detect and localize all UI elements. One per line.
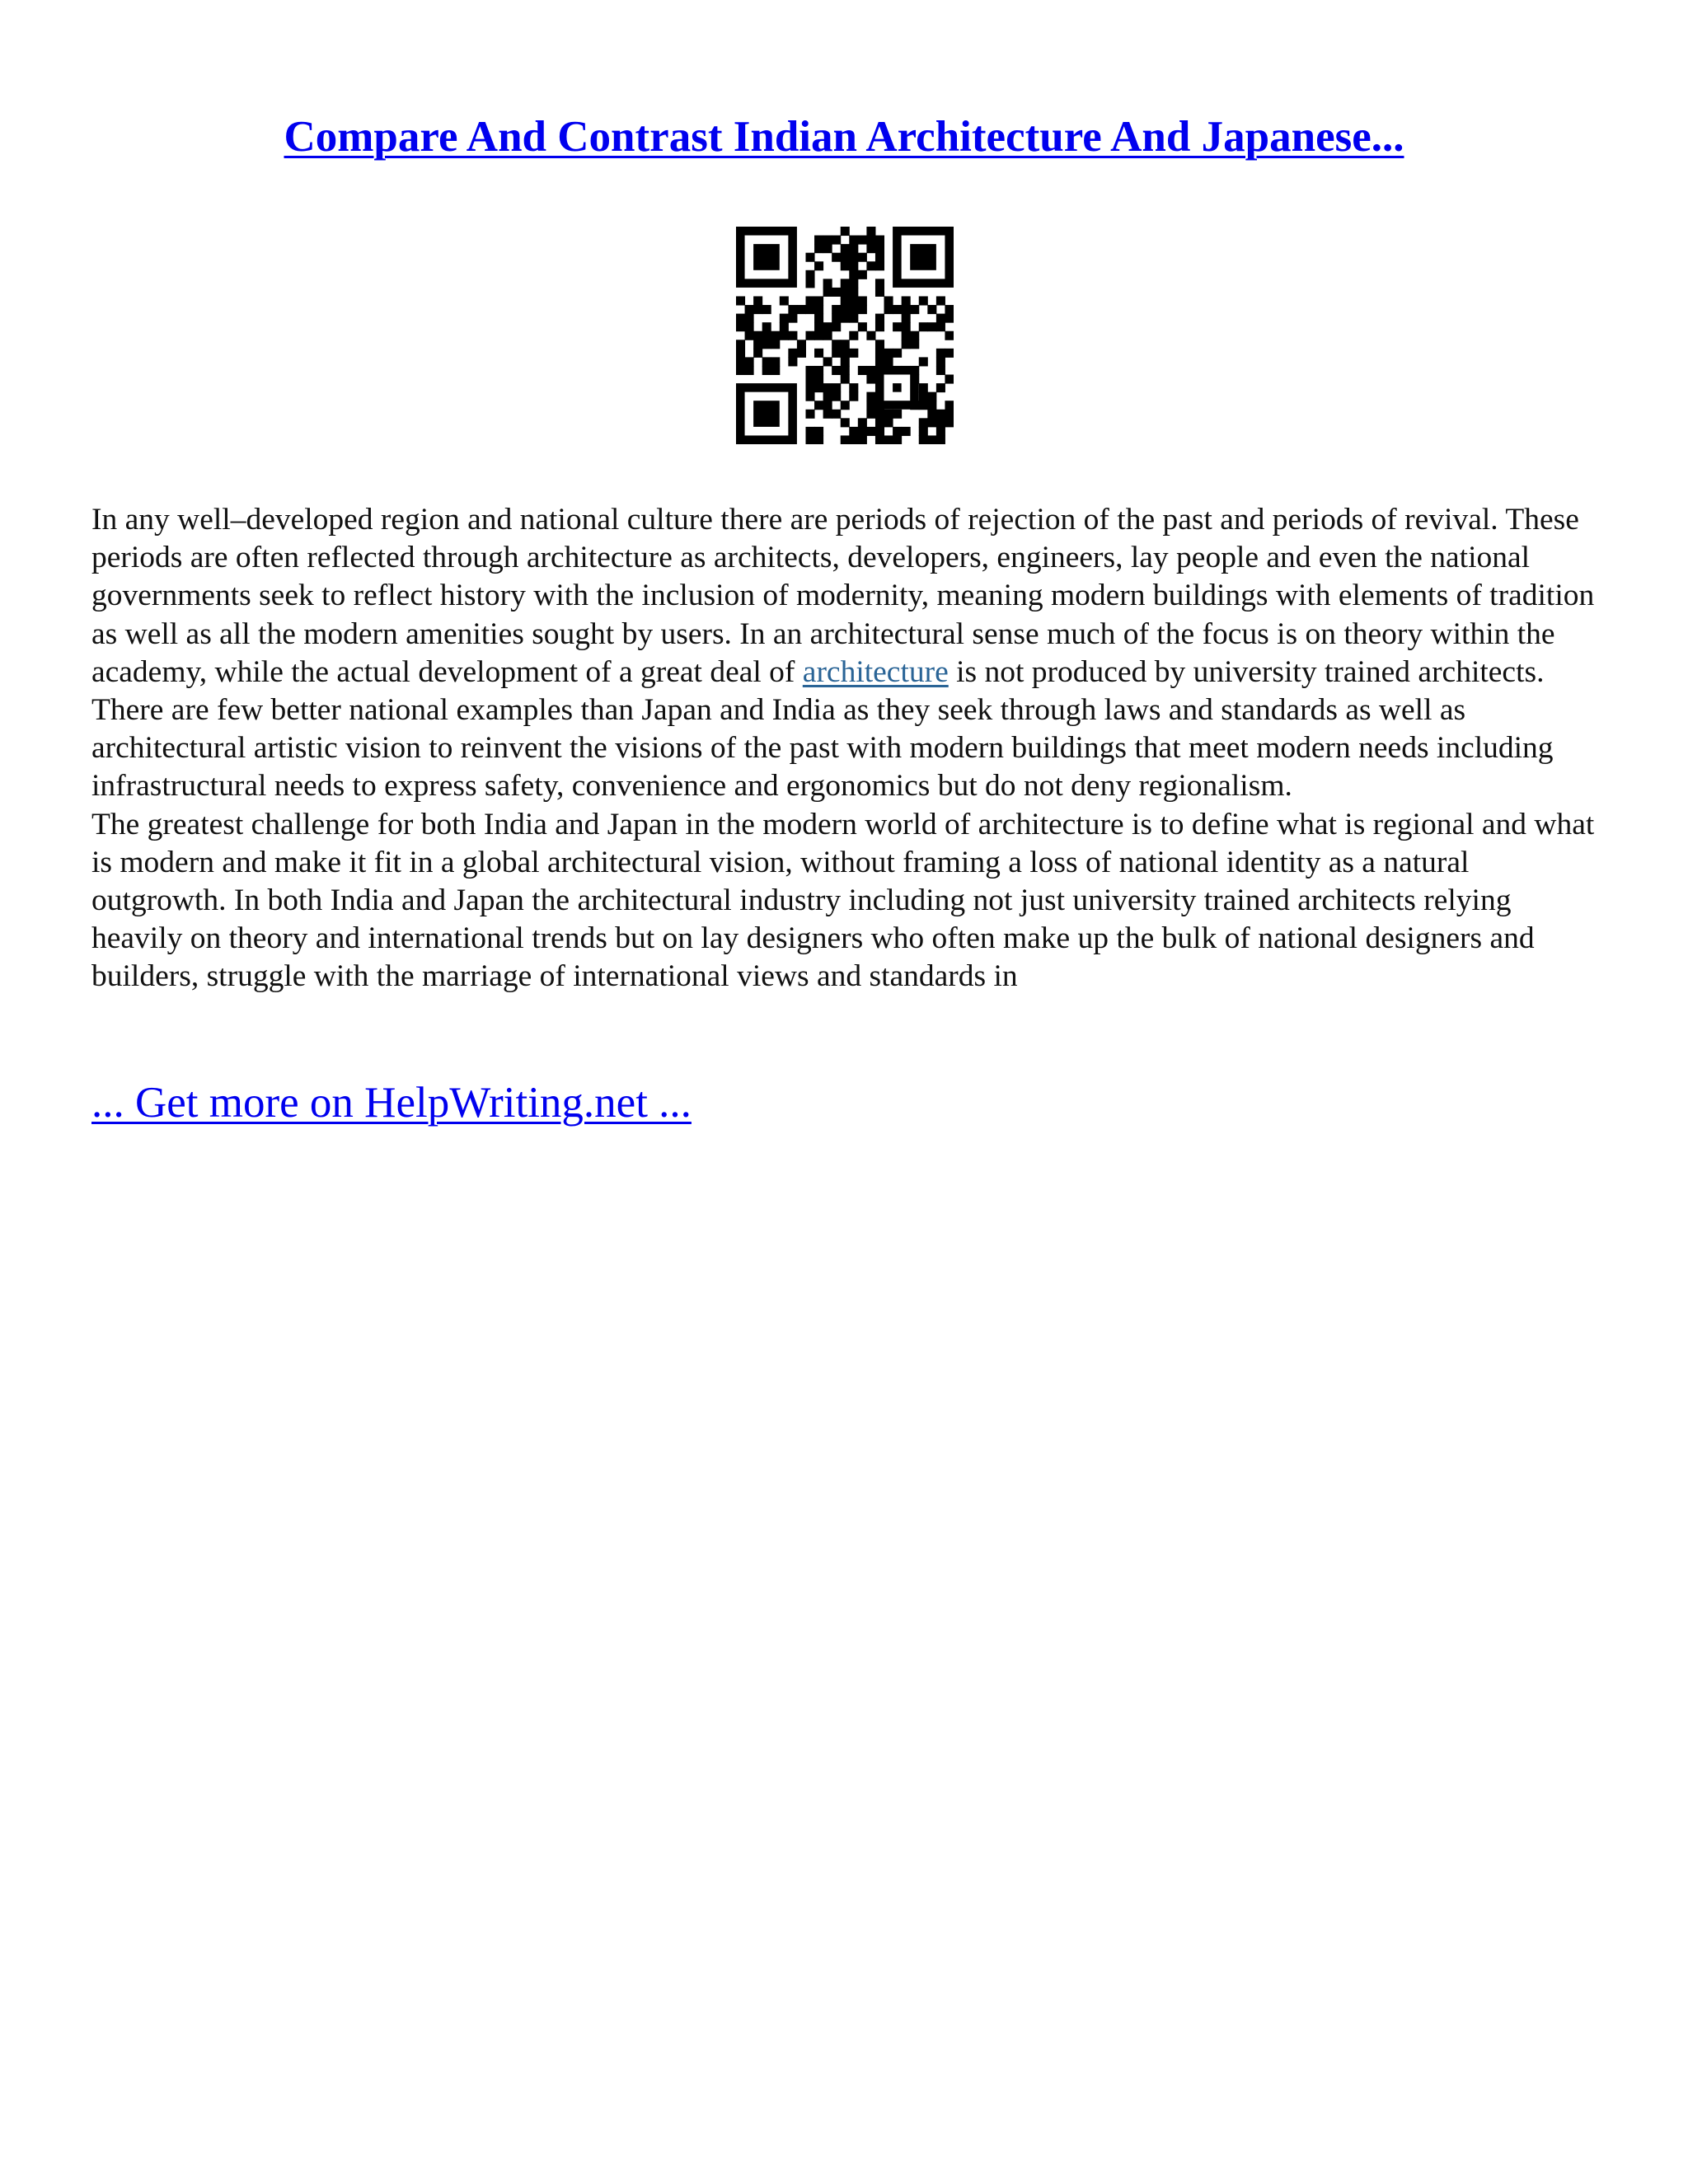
get-more-link[interactable]: ... Get more on HelpWriting.net ...: [91, 1079, 692, 1127]
qr-code-icon: [736, 227, 954, 444]
paragraph-1-text-after-link: is not produced by university trained architects. There are few better national examples than Japan and India as they seek through laws and standards as well as architectural artistic vision to reinvent the visions of the past with modern buildings that meet modern needs including infrastructural needs to express safety, convenience and ergonomics but do not deny regionalism.: [91, 654, 1554, 804]
article-body: [91, 501, 1608, 996]
paragraph-1-text-before-link: In any well–developed region and national culture there are periods of rejection of the past and periods of revival. These periods are often reflected through architecture as architects, developers, engineers, lay people and even the national governments seek to reflect history with the inclusion of modernity, meaning modern buildings with elements of tradition as well as all the modern amenities sought by users. In an architectural sense much of the focus is on theory within the academy, while the actual development of a great deal of: [91, 503, 1595, 689]
document-title-link[interactable]: Compare And Contrast Indian Architecture And Japanese...: [284, 113, 1404, 161]
paragraph-2: The greatest challenge for both India and Japan in the modern world of architecture is to define what is regional and what is modern and make it fit in a global architectural vision, without framing a loss of national identity as a natural outgrowth. In both India and Japan the architectural industry including not just university trained architects relying heavily on theory and international trends but on lay designers who often make up the bulk of national designers and builders, struggle with the marriage of international views and standards in: [91, 807, 1595, 994]
paragraph-1: [91, 501, 1608, 806]
architecture-link[interactable]: architecture: [802, 654, 949, 689]
